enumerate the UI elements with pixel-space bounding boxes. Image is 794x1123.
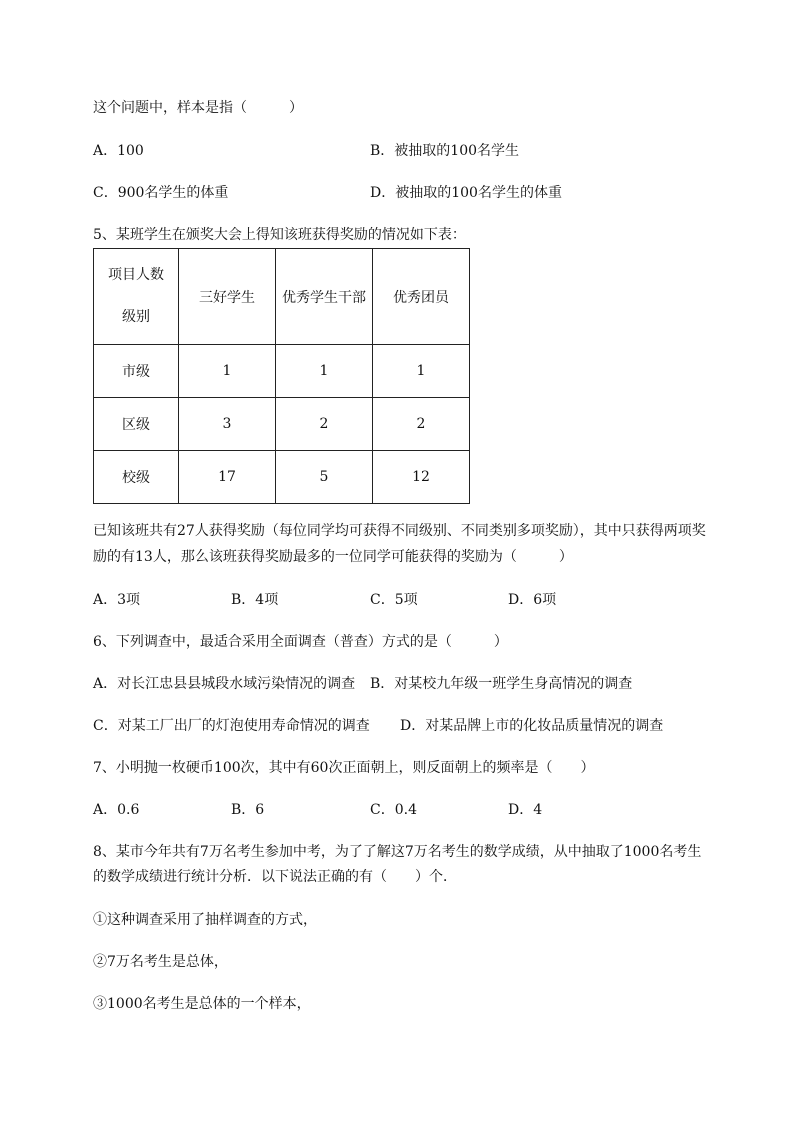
table-header-row <box>94 249 470 345</box>
table-corner-cell <box>94 249 179 345</box>
table-cell: 2 <box>373 398 470 451</box>
q7-option-a: A．0.6 <box>93 802 140 818</box>
table-cell: 12 <box>373 451 470 504</box>
table-row <box>94 398 470 451</box>
q8-statement-2: ②7万名考生是总体， <box>93 954 228 970</box>
table-cell: 17 <box>179 451 276 504</box>
q6-option-c: C．对某工厂出厂的灯泡使用寿命情况的调查 <box>93 718 370 734</box>
q6-option-b: B．对某校九年级一班学生身高情况的调查 <box>370 676 633 692</box>
q5-option-d: D．6项 <box>508 592 557 608</box>
q5-stem: 5、某班学生在颁奖大会上得知该班获得奖励的情况如下表： <box>93 227 466 243</box>
q4-option-b: B．被抽取的100名学生 <box>370 143 520 159</box>
column-header: 优秀团员 <box>373 249 470 345</box>
q6-option-a: A．对长江忠县县城段水域污染情况的调查 <box>93 676 356 692</box>
table-cell: 5 <box>276 451 373 504</box>
q6-stem: 6、下列调查中，最适合采用全面调查（普查）方式的是（ ） <box>93 634 508 650</box>
q8-statement-3: ③1000名考生是总体的一个样本， <box>93 996 311 1012</box>
q8-stem-line1: 8、某市今年共有7万名考生参加中考，为了了解这7万名考生的数学成绩，从中抽取了1000名考生 <box>93 844 702 860</box>
q5-option-b: B．4项 <box>231 592 279 608</box>
table-cell: 1 <box>373 345 470 398</box>
q5-option-c: C．5项 <box>370 592 418 608</box>
q4-option-d: D．被抽取的100名学生的体重 <box>370 185 562 201</box>
q5-text-line2: 励的有13人，那么该班获得奖励最多的一位同学可能获得的奖励为（ ） <box>93 549 573 565</box>
q8-statement-1: ①这种调查采用了抽样调查的方式， <box>93 912 317 928</box>
table-row <box>94 451 470 504</box>
q8-stem-line2: 的数学成绩进行统计分析．以下说法正确的有（ ）个． <box>93 869 457 885</box>
corner-top-label: 项目人数 <box>108 267 164 283</box>
q5-text-line1: 已知该班共有27人获得奖励（每位同学均可获得不同级别、不同类别多项奖励），其中只获得两项奖 <box>93 523 706 539</box>
q7-option-b: B．6 <box>231 802 265 818</box>
q5-option-a: A．3项 <box>93 592 141 608</box>
table-cell: 1 <box>276 345 373 398</box>
row-label: 区级 <box>94 398 179 451</box>
q4-option-c: C．900名学生的体重 <box>93 185 229 201</box>
awards-table <box>93 248 470 504</box>
table-cell: 1 <box>179 345 276 398</box>
column-header: 三好学生 <box>179 249 276 345</box>
row-label: 校级 <box>94 451 179 504</box>
table-row <box>94 345 470 398</box>
table-cell: 2 <box>276 398 373 451</box>
row-label: 市级 <box>94 345 179 398</box>
column-header: 优秀学生干部 <box>276 249 373 345</box>
q7-stem: 7、小明抛一枚硬币100次，其中有60次正面朝上，则反面朝上的频率是（ ） <box>93 760 595 776</box>
q7-option-d: D．4 <box>508 802 543 818</box>
corner-bottom-label: 级别 <box>122 309 150 325</box>
q7-option-c: C．0.4 <box>370 802 417 818</box>
q4-option-a: A．100 <box>93 143 144 159</box>
table-cell: 3 <box>179 398 276 451</box>
q4-stem-tail: 这个问题中，样本是指（ ） <box>93 100 303 116</box>
q6-option-d: D．对某品牌上市的化妆品质量情况的调查 <box>400 718 664 734</box>
